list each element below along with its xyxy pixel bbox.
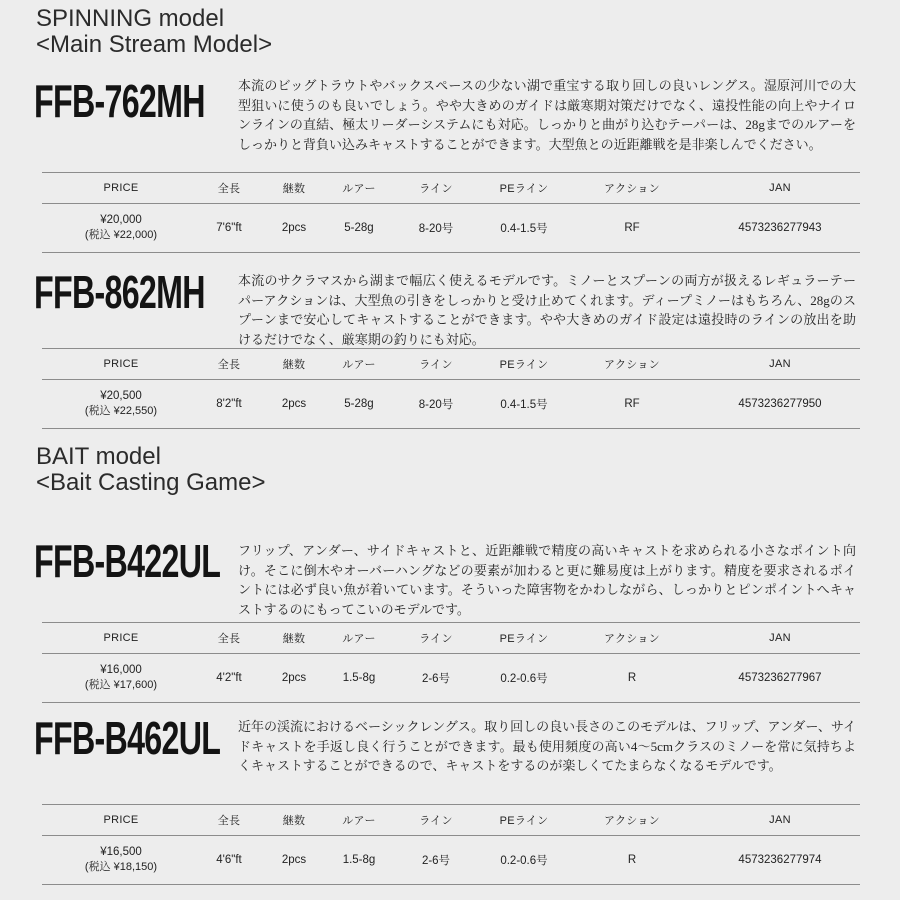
- header-line: ライン: [419, 183, 453, 195]
- spec-header-row: [42, 805, 860, 836]
- header-length: 全長: [217, 815, 241, 827]
- cell-pe-line: 0.4-1.5号: [500, 223, 548, 235]
- header-line: ライン: [419, 359, 453, 371]
- cell-pieces: 2pcs: [281, 672, 307, 684]
- cell-pieces: 2pcs: [281, 854, 307, 866]
- cell-action: RF: [624, 398, 640, 410]
- cell-action: RF: [624, 222, 640, 234]
- header-length: 全長: [217, 183, 241, 195]
- spec-table-ffb-862mh: [42, 348, 860, 429]
- spec-header-row: [42, 173, 860, 204]
- header-line: ライン: [419, 815, 453, 827]
- price-tax-value: (税込 ¥18,150): [84, 861, 158, 873]
- section-heading-line2: <Main Stream Model>: [36, 31, 273, 58]
- price-tax-value: (税込 ¥22,000): [84, 229, 158, 241]
- cell-line: 8-20号: [418, 399, 454, 411]
- cell-jan: 4573236277950: [738, 398, 822, 410]
- header-pe-line: PEライン: [499, 633, 549, 645]
- cell-price: [42, 836, 200, 885]
- model-name-ffb-b462ul: FFB-B462UL: [34, 712, 221, 764]
- model-name-ffb-b422ul: FFB-B422UL: [34, 535, 221, 587]
- header-jan: JAN: [769, 632, 791, 644]
- cell-line: 2-6号: [421, 855, 451, 867]
- price-value: ¥20,500: [100, 390, 142, 402]
- header-pieces: 継数: [282, 359, 306, 371]
- cell-action: R: [627, 854, 637, 866]
- cell-line: 8-20号: [418, 223, 454, 235]
- cell-length: 8'2"ft: [216, 398, 242, 410]
- section-heading-line1: BAIT model: [36, 443, 161, 470]
- header-pieces: 継数: [282, 633, 306, 645]
- spec-data-row: [42, 380, 860, 429]
- header-action: アクション: [604, 633, 660, 645]
- spec-table-ffb-b422ul: [42, 622, 860, 703]
- cell-jan: 4573236277967: [738, 672, 822, 684]
- cell-price: [42, 654, 200, 703]
- header-price: PRICE: [103, 632, 139, 644]
- cell-jan: 4573236277943: [738, 222, 822, 234]
- header-price: PRICE: [103, 814, 139, 826]
- header-jan: JAN: [769, 182, 791, 194]
- header-action: アクション: [604, 815, 660, 827]
- price-tax-value: (税込 ¥17,600): [84, 679, 158, 691]
- header-length: 全長: [217, 633, 241, 645]
- cell-pe-line: 0.2-0.6号: [500, 673, 548, 685]
- section-heading-bait: [36, 444, 265, 496]
- spec-header-row: [42, 349, 860, 380]
- header-length: 全長: [217, 359, 241, 371]
- header-action: アクション: [604, 359, 660, 371]
- cell-line: 2-6号: [421, 673, 451, 685]
- header-price: PRICE: [103, 358, 139, 370]
- header-lure: ルアー: [342, 359, 376, 371]
- header-pe-line: PEライン: [499, 359, 549, 371]
- cell-jan: 4573236277974: [738, 854, 822, 866]
- cell-lure: 5-28g: [344, 222, 374, 234]
- cell-pe-line: 0.2-0.6号: [500, 855, 548, 867]
- spec-header-row: [42, 623, 860, 654]
- model-name-ffb-862mh: FFB-862MH: [34, 266, 205, 318]
- spec-data-row: [42, 204, 860, 253]
- cell-length: 7'6"ft: [216, 222, 242, 234]
- cell-lure: 1.5-8g: [342, 854, 376, 866]
- model-description: 近年の渓流におけるベーシックレングス。取り回しの良い長さのこのモデルは、フリップ、アンダー、サイドキャストを手返し良く行うことができます。最も使用頻度の高い4〜5cmクラスのミノーを常に気持ちよくキャストすることができるので、キャストをするのが楽しくてたまらなくなるモデルです。: [238, 719, 857, 773]
- header-pieces: 継数: [282, 815, 306, 827]
- cell-lure: 1.5-8g: [342, 672, 376, 684]
- section-heading-spinning: [36, 6, 272, 58]
- price-value: ¥16,500: [100, 846, 142, 858]
- cell-lure: 5-28g: [344, 398, 374, 410]
- spec-table-ffb-b462ul: [42, 804, 860, 885]
- cell-pe-line: 0.4-1.5号: [500, 399, 548, 411]
- cell-price: [42, 204, 200, 253]
- header-jan: JAN: [769, 358, 791, 370]
- header-lure: ルアー: [342, 183, 376, 195]
- price-value: ¥20,000: [100, 214, 142, 226]
- header-pe-line: PEライン: [499, 183, 549, 195]
- header-jan: JAN: [769, 814, 791, 826]
- cell-length: 4'6"ft: [216, 854, 242, 866]
- section-heading-line1: SPINNING model: [36, 5, 225, 32]
- section-heading-line2: <Bait Casting Game>: [36, 469, 266, 496]
- header-line: ライン: [419, 633, 453, 645]
- header-price: PRICE: [103, 182, 139, 194]
- spec-data-row: [42, 836, 860, 885]
- spec-table-ffb-762mh: [42, 172, 860, 253]
- spec-data-row: [42, 654, 860, 703]
- model-description: 本流のビッグトラウトやバックスペースの少ない湖で重宝する取り回しの良いレングス。湿原河川での大型狙いに使うのも良いでしょう。やや大きめのガイドは厳寒期対策だけでなく、遠投性能の向上やナイロンラインの直結、極太リーダーシステムにも対応。しっかりと曲がり込むテーパーは、28gまでのルアーをしっかりと背負い込みキャストすることができます。大型魚との近距離戦を是非楽しんでください。: [238, 78, 856, 152]
- price-value: ¥16,000: [100, 664, 142, 676]
- cell-pieces: 2pcs: [281, 398, 307, 410]
- price-tax-value: (税込 ¥22,550): [84, 405, 158, 417]
- header-lure: ルアー: [342, 815, 376, 827]
- header-pieces: 継数: [282, 183, 306, 195]
- cell-length: 4'2"ft: [216, 672, 242, 684]
- model-description: フリップ、アンダー、サイドキャストと、近距離戦で精度の高いキャストを求められる小さなポイント向け。そこに倒木やオーバーハングなどの要素が加わると更に難易度は上がります。精度を要求されるポイントには必ず良い魚が着いています。そういった障害物をかわしながら、しっかりとピンポイントへキャストするのにもってこいのモデルです。: [238, 543, 856, 617]
- model-name-ffb-762mh: FFB-762MH: [34, 75, 205, 127]
- cell-action: R: [627, 672, 637, 684]
- header-pe-line: PEライン: [499, 815, 549, 827]
- header-lure: ルアー: [342, 633, 376, 645]
- cell-pieces: 2pcs: [281, 222, 307, 234]
- cell-price: [42, 380, 200, 429]
- model-description: 本流のサクラマスから湖まで幅広く使えるモデルです。ミノーとスプーンの両方が扱えるレギュラーテーパーアクションは、大型魚の引きをしっかりと受け止めてくれます。ディープミノーはもちろん、28gのスプーンまで安心してキャストすることができます。やや大きめのガイド設定は遠投時のラインの放出を助けるだけでなく、厳寒期の釣りにも対応。: [238, 273, 856, 347]
- header-action: アクション: [604, 183, 660, 195]
